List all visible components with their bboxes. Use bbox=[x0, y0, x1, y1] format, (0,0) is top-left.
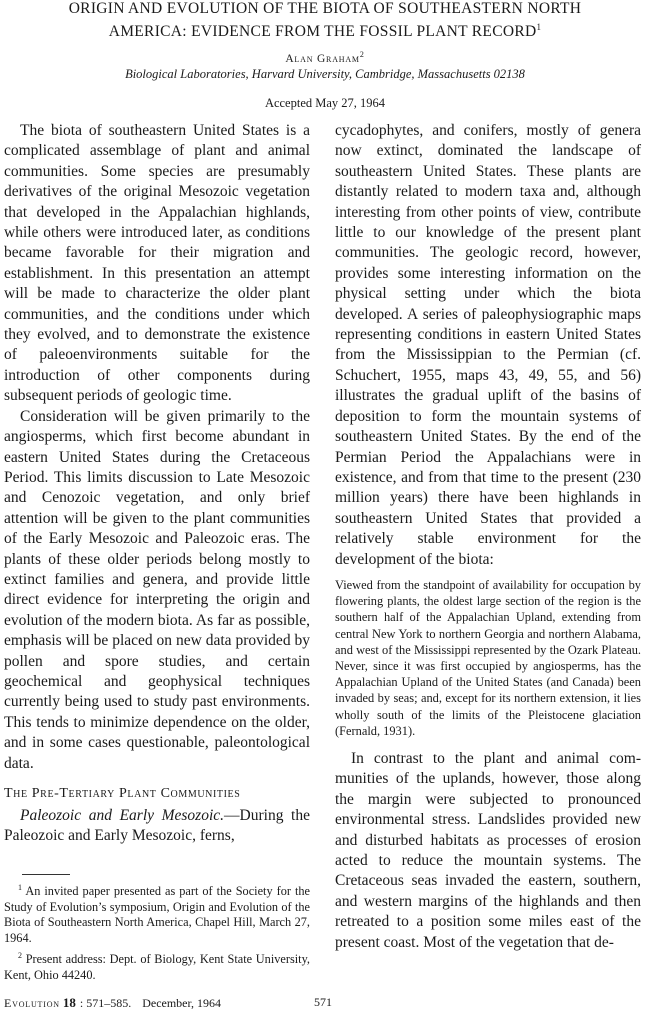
right-column bbox=[335, 121, 641, 953]
title-line-1: ORIGIN AND EVOLUTION OF THE BIOTA OF SOUTHEASTERN NORTH bbox=[68, 0, 582, 17]
journal-name: Evolution bbox=[4, 996, 60, 1010]
body-paragraph-2: Consideration will be given primarily to the angiosperms, which first become abundant in eastern United States during the Cretaceous Period. This limits discussion to Late Mesozoic and Cenozoic vegetation, and only brief attention will be given to the plant communities of the Early Mesozoic and Paleozoic eras. The plants of these older periods belong mostly to extinct families and genera, and provide little direct evidence for interpreting the origin and evolution of the modern biota. As far as possible, emphasis will be placed on new data provided by pollen and spore studies, and certain geochemical and geophysical techniques currently being used to study past environments. This tends to minimize dependence on the older, and in some cases questionable, paleontological data. bbox=[4, 407, 310, 772]
subsection-text: —During the Paleozoic and Early Mesozoic, ferns, bbox=[4, 807, 310, 845]
footnote-2-marker: 2 bbox=[18, 951, 22, 961]
author-affiliation: Biological Laboratories, Harvard University, Cambridge, Massachusetts 02138 bbox=[125, 67, 525, 81]
title-footnote-marker: 1 bbox=[536, 22, 542, 32]
left-column bbox=[4, 121, 310, 847]
footnotes bbox=[4, 880, 310, 986]
author-line bbox=[0, 50, 650, 65]
body-paragraph-4: cycadophytes, and conifers, mostly of genera now extinct, dominated the landscape of southeastern United States. These plants are distantly related to modern taxa and, although interesting from other points of view, contribute little to our knowledge of the present plant communities. The geologic record, however, provides some interesting information on the physical setting under which the biota developed. A series of paleophysiographic maps representing conditions in eastern United States from the Mississippian to the Permian (cf. Schuchert, 1955, maps 43, 49, 55, and 56) illustrates the gradual uplift of the basins of deposition to form the mountain systems of southeastern United States. By the end of the Permian Period the Appalachians were in existence, and from that time to the present (230 million years) there have been highlands in southeastern United States that provided a relatively stable environment for the development of the biota: bbox=[335, 122, 641, 568]
body-paragraph-5: In contrast to the plant and animal communities of the uplands, however, those along the margin were subjected to pronounced environmental stress. Landslides provided new and disturbed habitats as processes of erosion acted to reduce the mountain systems. The Cretaceous seas invaded the eastern, southern, and western margins of the highlands and then retreated to a position some miles east of the present coast. Most of the vegetation that de- bbox=[335, 749, 641, 951]
footnote-1-text: An invited paper presented as part of the Society for the Study of Evolution’s symposium, Origin and Evolution of the Biota of Southeastern North America, Chapel Hill, March 27, 1964. bbox=[4, 884, 310, 945]
section-heading: The Pre-Tertiary Plant Communities bbox=[4, 786, 241, 801]
subsection-title: Paleozoic and Early Mesozoic. bbox=[20, 807, 225, 824]
author-footnote-marker: 2 bbox=[359, 50, 365, 59]
author-name: Alan Graham bbox=[285, 52, 360, 65]
footnote-1 bbox=[4, 880, 310, 946]
page-number: 571 bbox=[314, 995, 332, 1009]
block-quote: Viewed from the standpoint of availability for occupation by flowering plants, the oldest large section of the region is the southern half of the Appalachian Upland, extending from central New York to northern Georgia and northern Alabama, and west of the Mississippi represented by the Ozark Plateau. Never, since it was first occupied by angiosperms, has the Appalachian Upland of the United States (and Canada) been invaded by seas; and, except for its northern extension, it lies wholly south of the limits of the Pleistocene glaciation (Fernald, 1931). bbox=[335, 577, 641, 738]
journal-citation bbox=[4, 995, 424, 1011]
title-line-2: AMERICA: EVIDENCE FROM THE FOSSIL PLANT RECORD bbox=[108, 23, 537, 41]
footnote-1-marker: 1 bbox=[18, 883, 22, 892]
journal-date: December, 1964 bbox=[142, 996, 222, 1010]
body-paragraph-3 bbox=[4, 806, 310, 847]
body-paragraph-1: The biota of southeastern United States is a complicated assemblage of plant and animal communities. Some species are presumably derivatives of the original Mesozoic vegetation that developed in the Appalachian highlands, while others were introduced later, as conditions became favorable for their migration and establishment. In this presentation an attempt will be made to characterize the older plant communities, and the conditions under which they evolved, and to demonstrate the existence of paleoenvironments suitable for the introduction of other components during subsequent periods of geologic time. bbox=[4, 122, 310, 405]
footnote-2 bbox=[4, 948, 310, 983]
article-title bbox=[0, 0, 650, 41]
journal-volume: 18 bbox=[62, 995, 76, 1010]
footnote-2-text: Present address: Dept. of Biology, Kent State University, Kent, Ohio 44240. bbox=[4, 952, 310, 983]
accepted-date: Accepted May 27, 1964 bbox=[264, 96, 386, 110]
journal-pages: : 571–585. bbox=[79, 996, 132, 1010]
footnote-divider bbox=[22, 874, 70, 875]
